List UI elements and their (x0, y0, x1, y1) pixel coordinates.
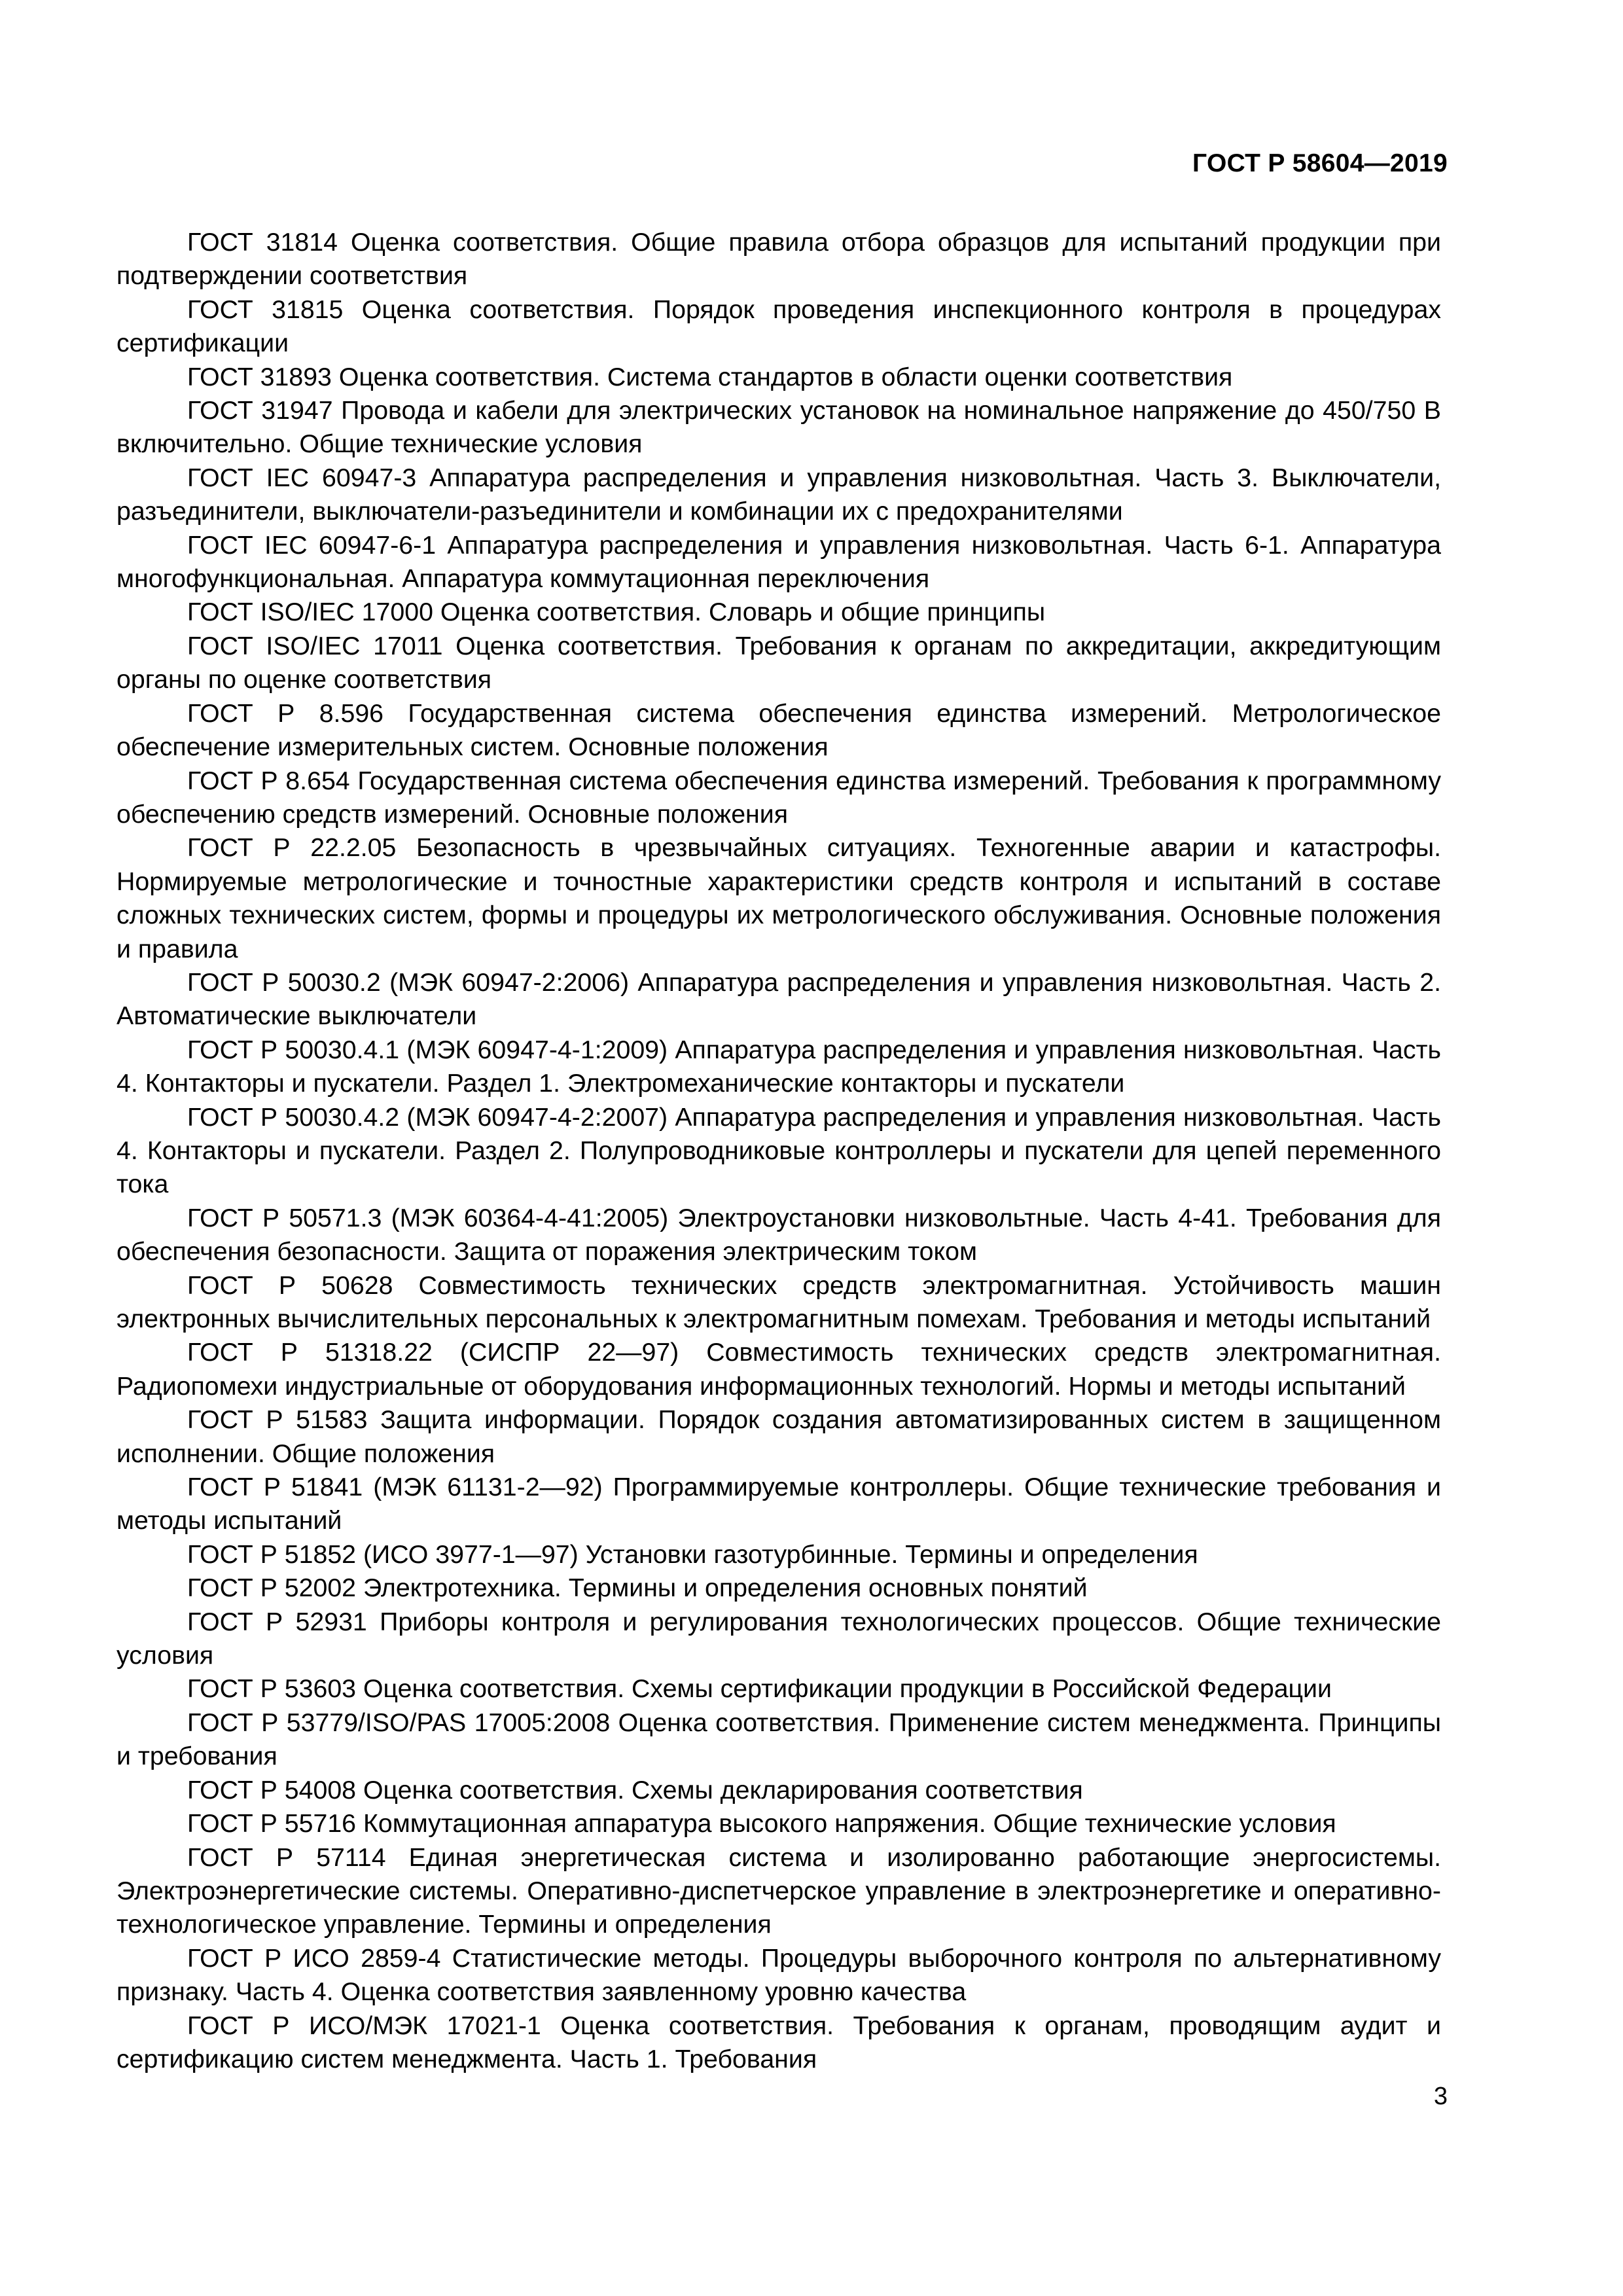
reference-list (116, 226, 1441, 2076)
reference-item: ГОСТ Р 52931 Приборы контроля и регулирования технологических процессов. Общие технические условия (116, 1607, 1441, 1670)
reference-item: ГОСТ Р 51318.22 (СИСПР 22—97) Совместимость технических средств электромагнитная. Радиопомехи индустриальные от оборудования информационных технологий. Нормы и методы испытаний (116, 1338, 1441, 1401)
reference-item: ГОСТ Р ИСО/МЭК 17021-1 Оценка соответствия. Требования к органам, проводящим аудит и сертификацию систем менеджмента. Часть 1. Требования (116, 2011, 1441, 2073)
reference-item: ГОСТ Р 52002 Электротехника. Термины и определения основных понятий (187, 1573, 1088, 1603)
document-designation: ГОСТ Р 58604—2019 (1192, 149, 1448, 177)
reference-item: ГОСТ Р 50030.4.1 (МЭК 60947-4-1:2009) Аппаратура распределения и управления низковольтная. Часть 4. Контакторы и пускатели. Раздел 1. Электромеханические контакторы и пускатели (116, 1035, 1441, 1098)
reference-item: ГОСТ 31893 Оценка соответствия. Система стандартов в области оценки соответствия (187, 362, 1233, 391)
reference-item: ГОСТ Р 50030.4.2 (МЭК 60947-4-2:2007) Аппаратура распределения и управления низковольтная. Часть 4. Контакторы и пускатели. Раздел 2. Полупроводниковые контроллеры и пускатели для цепей переменного тока (116, 1102, 1441, 1199)
reference-item: ГОСТ Р 53779/ISO/PAS 17005:2008 Оценка соответствия. Применение систем менеджмента. Принципы и требования (116, 1708, 1441, 1771)
reference-item: ГОСТ Р 55716 Коммутационная аппаратура высокого напряжения. Общие технические условия (187, 1809, 1336, 1839)
reference-item: ГОСТ ISO/IEC 17011 Оценка соответствия. Требования к органам по аккредитации, аккредитующим органы по оценке соответствия (116, 631, 1441, 694)
reference-item: ГОСТ ISO/IEC 17000 Оценка соответствия. Словарь и общие принципы (187, 598, 1046, 627)
reference-item: ГОСТ Р 50628 Совместимость технических средств электромагнитная. Устойчивость машин электронных вычислительных персональных к электромагнитным помехам. Требования и методы испытаний (116, 1270, 1441, 1333)
reference-item: ГОСТ Р 50571.3 (МЭК 60364-4-41:2005) Электроустановки низковольтные. Часть 4-41. Требования для обеспечения безопасности. Защита от поражения электрическим током (116, 1203, 1441, 1266)
reference-item: ГОСТ Р ИСО 2859-4 Статистические методы. Процедуры выборочного контроля по альтернативному признаку. Часть 4. Оценка соответствия заявленному уровню качества (116, 1943, 1441, 2007)
normative-references-section (116, 226, 1441, 2076)
reference-item: ГОСТ IEC 60947-6-1 Аппаратура распределения и управления низковольтная. Часть 6-1. Аппаратура многофункциональная. Аппаратура коммутационная переключения (116, 530, 1441, 594)
reference-item: ГОСТ Р 22.2.05 Безопасность в чрезвычайных ситуациях. Техногенные аварии и катастрофы. Нормируемые метрологические и точностные характеристики средств контроля и испытаний в составе сложных технических систем, формы и процедуры их метрологического обслуживания. Основные положения и правила (116, 833, 1441, 963)
reference-item: ГОСТ 31814 Оценка соответствия. Общие правила отбора образцов для испытаний продукции при подтверждении соответствия (116, 228, 1441, 291)
reference-item: ГОСТ Р 53603 Оценка соответствия. Схемы сертификации продукции в Российской Федерации (187, 1674, 1332, 1704)
reference-item: ГОСТ Р 8.654 Государственная система обеспечения единства измерений. Требования к программному обеспечению средств измерений. Основные положения (116, 766, 1441, 829)
reference-item: ГОСТ Р 50030.2 (МЭК 60947-2:2006) Аппаратура распределения и управления низковольтная. Часть 2. Автоматические выключатели (116, 967, 1441, 1031)
reference-item: ГОСТ 31947 Провода и кабели для электрических установок на номинальное напряжение до 450/750 В включительно. Общие технические условия (116, 396, 1441, 459)
reference-item: ГОСТ Р 57114 Единая энергетическая система и изолированно работающие энергосистемы. Электроэнергетические системы. Оперативно-диспетчерское управление в электроэнергетике и оперативно-технологическое управление. Термины и определения (116, 1842, 1441, 1939)
reference-item: ГОСТ Р 51841 (МЭК 61131-2—92) Программируемые контроллеры. Общие технические требования и методы испытаний (116, 1473, 1441, 1535)
reference-item: ГОСТ Р 51583 Защита информации. Порядок создания автоматизированных систем в защищенном исполнении. Общие положения (116, 1405, 1441, 1468)
reference-item: ГОСТ IEC 60947-3 Аппаратура распределения и управления низковольтная. Часть 3. Выключатели, разъединители, выключатели-разъединители и комбинации их с предохранителями (116, 463, 1441, 526)
reference-item: ГОСТ Р 54008 Оценка соответствия. Схемы декларирования соответствия (187, 1775, 1083, 1804)
reference-item: ГОСТ Р 51852 (ИСО 3977-1—97) Установки газотурбинные. Термины и определения (187, 1539, 1198, 1569)
reference-item: ГОСТ 31815 Оценка соответствия. Порядок проведения инспекционного контроля в процедурах сертификации (116, 295, 1441, 358)
page-number: 3 (1433, 2083, 1448, 2110)
reference-item: ГОСТ Р 8.596 Государственная система обеспечения единства измерений. Метрологическое обеспечение измерительных систем. Основные положения (116, 698, 1441, 762)
